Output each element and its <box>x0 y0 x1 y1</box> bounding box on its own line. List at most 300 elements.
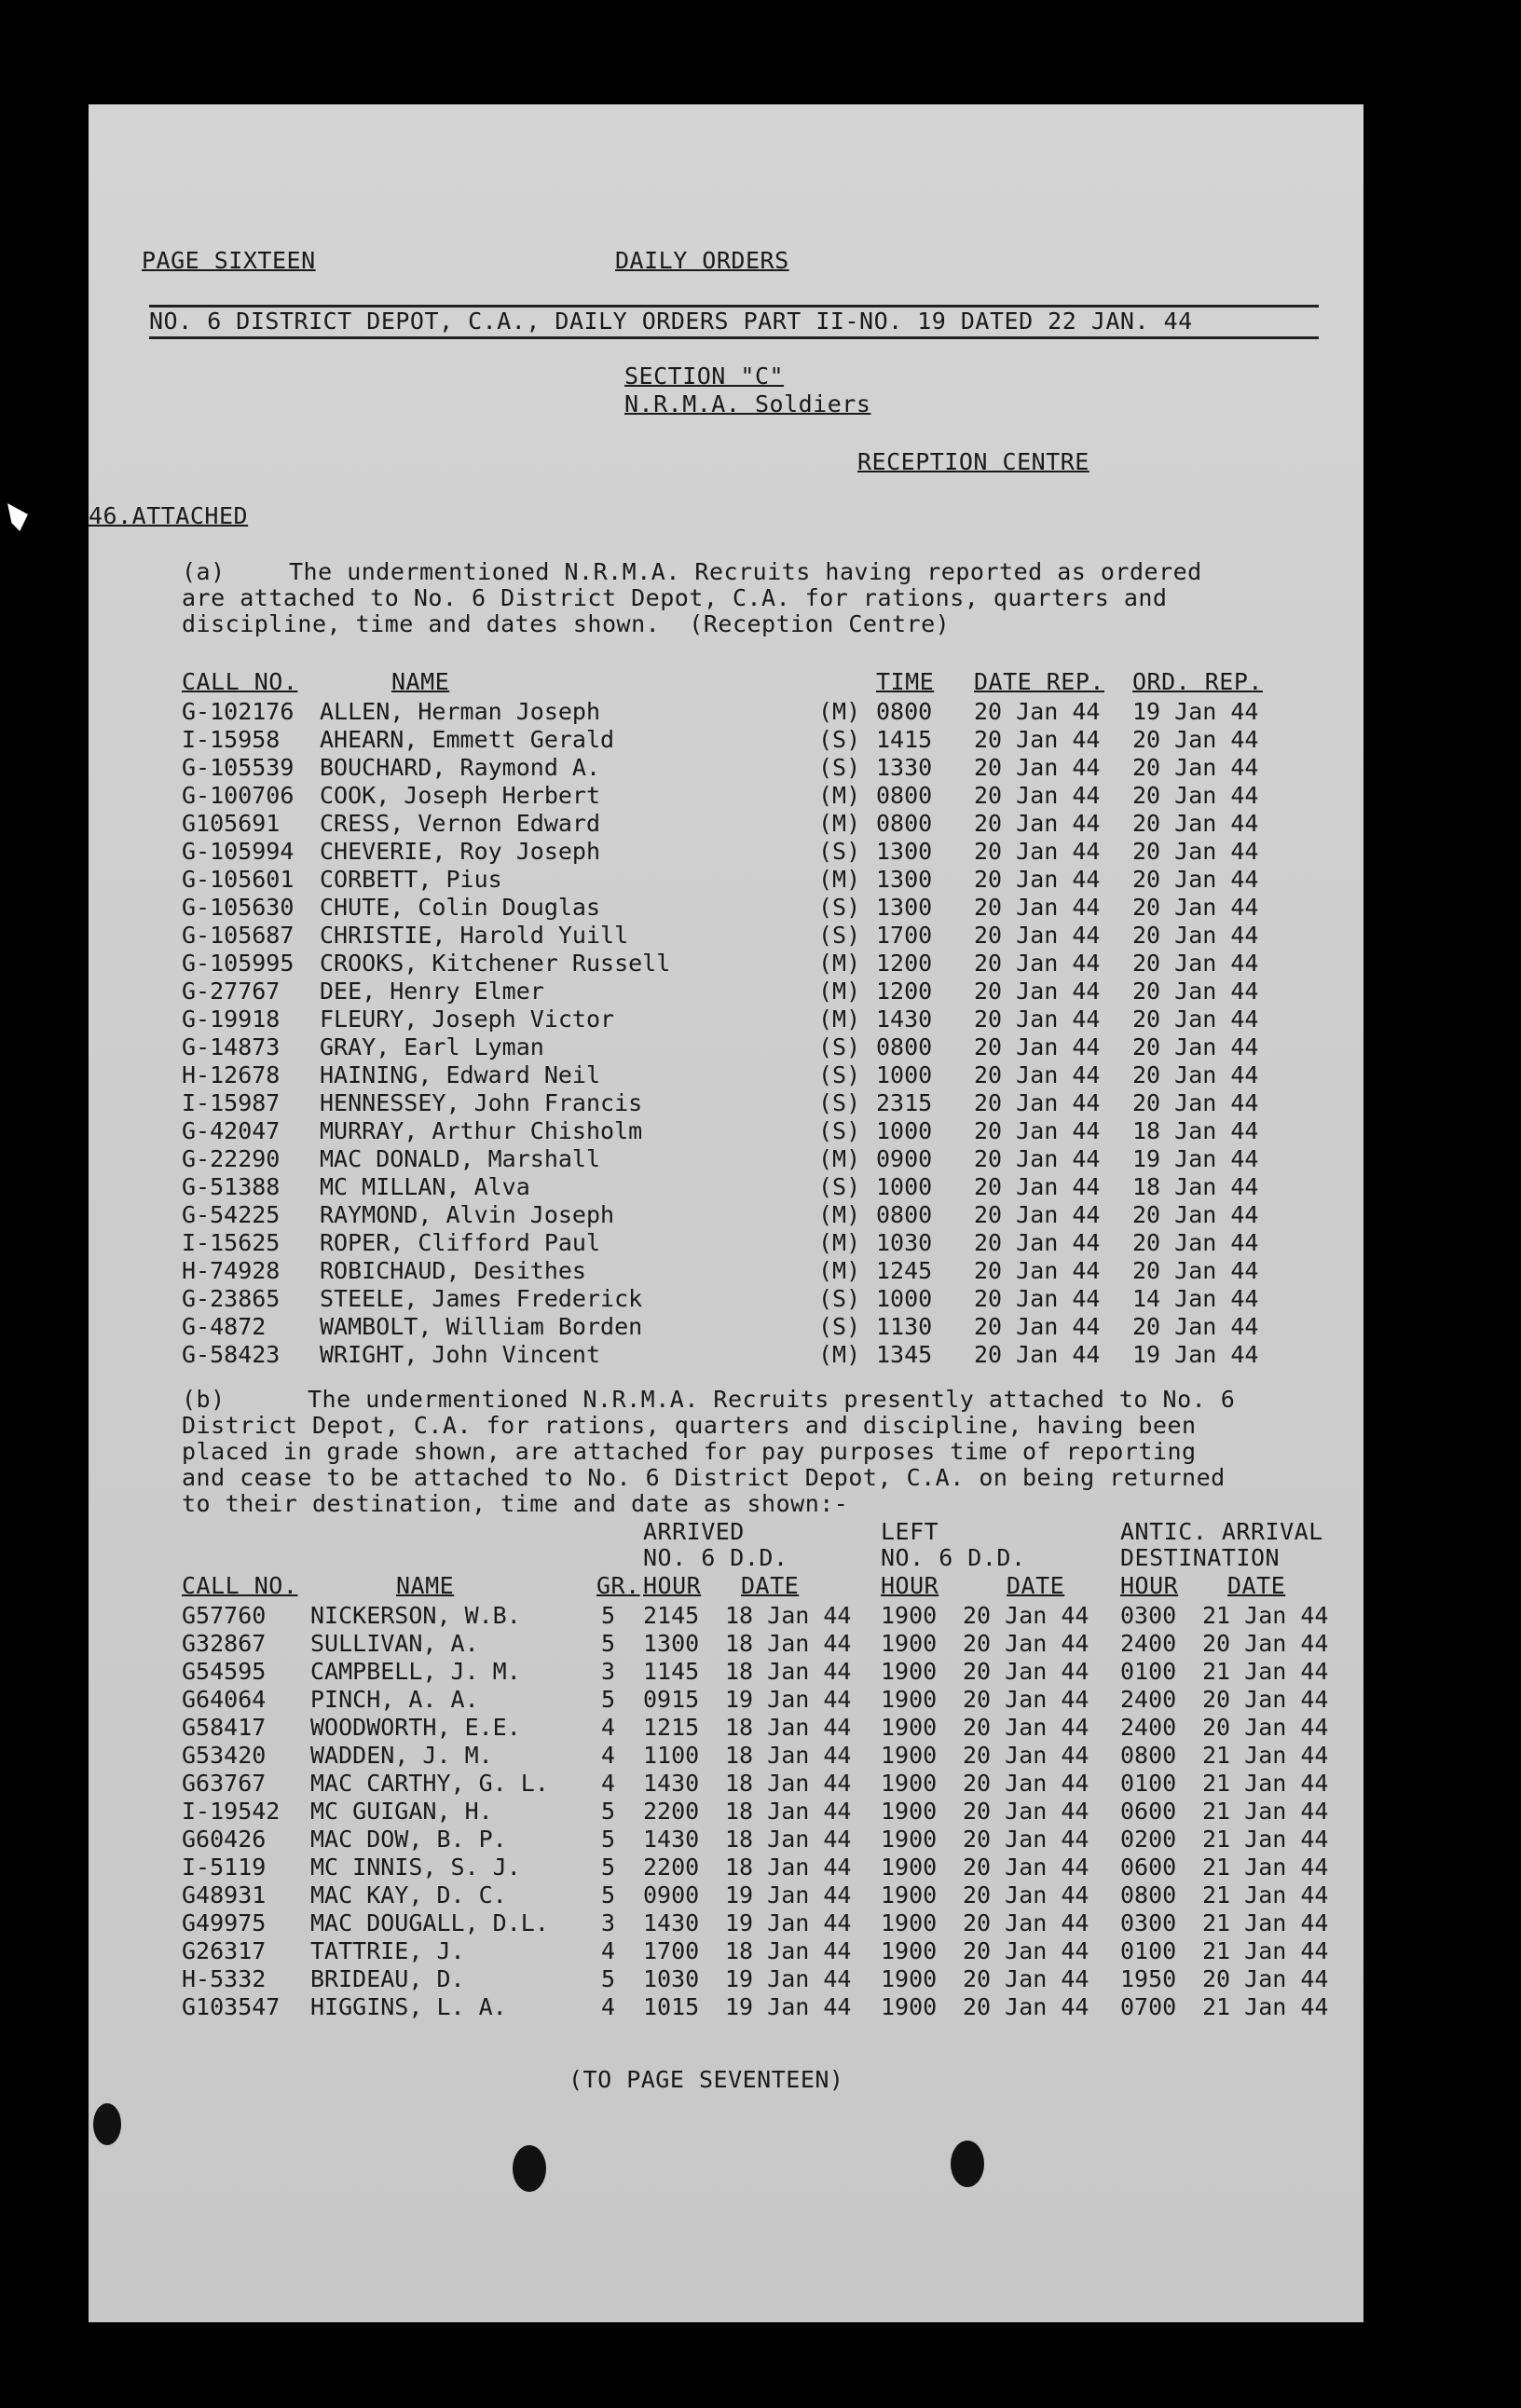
table-row <box>89 782 1363 810</box>
cell-left-date: 20 Jan 44 <box>963 1965 1089 1992</box>
cell-call: G103547 <box>182 1993 281 2020</box>
cell-left-hour: 1900 <box>881 1909 938 1936</box>
cell-time: 1430 <box>876 1006 933 1033</box>
item-b-intro-1: The undermentioned N.R.M.A. Recruits presently attached to No. 6 <box>308 1386 1236 1413</box>
cell-call: G63767 <box>182 1770 267 1797</box>
cell-call: G32867 <box>182 1630 267 1657</box>
cell-dest-hour: 2400 <box>1120 1630 1177 1657</box>
cell-arr-hour: 1215 <box>643 1714 700 1741</box>
cell-ord-rep: 20 Jan 44 <box>1132 1061 1259 1088</box>
cell-name: BRIDEAU, D. <box>310 1965 465 1992</box>
table-row <box>89 950 1363 978</box>
cell-ord-rep: 20 Jan 44 <box>1132 866 1259 893</box>
cell-call: I-19542 <box>182 1798 281 1825</box>
cell-ord-rep: 14 Jan 44 <box>1132 1285 1259 1312</box>
cell-name: HENNESSEY, John Francis <box>320 1089 643 1116</box>
cell-dest-hour: 0100 <box>1120 1937 1177 1964</box>
cell-left-date: 20 Jan 44 <box>963 1937 1089 1964</box>
cell-cls: (S) <box>818 1089 861 1116</box>
cell-gr: 3 <box>601 1658 616 1685</box>
table-row <box>89 1630 1363 1658</box>
cell-name: TATTRIE, J. <box>310 1937 465 1964</box>
cell-name: AHEARN, Emmett Gerald <box>320 726 615 753</box>
table-row <box>89 1993 1363 2021</box>
table-row <box>89 1798 1363 1826</box>
cell-time: 1000 <box>876 1061 933 1088</box>
cell-time: 1000 <box>876 1285 933 1312</box>
cell-cls: (M) <box>818 1145 861 1172</box>
cell-left-date: 20 Jan 44 <box>963 1686 1089 1713</box>
cell-time: 1130 <box>876 1313 933 1340</box>
cell-arr-date: 18 Jan 44 <box>725 1742 852 1769</box>
table-row <box>89 1909 1363 1937</box>
section-heading: SECTION "C" <box>624 363 785 390</box>
cell-dest-hour: 0100 <box>1120 1658 1177 1685</box>
cell-ord-rep: 18 Jan 44 <box>1132 1117 1259 1144</box>
cell-date-rep: 20 Jan 44 <box>974 1313 1101 1340</box>
cell-dest-date: 21 Jan 44 <box>1202 1742 1329 1769</box>
cell-cls: (M) <box>818 810 861 837</box>
table-row <box>89 1686 1363 1714</box>
cell-time: 1030 <box>876 1229 933 1256</box>
table-row <box>89 838 1363 866</box>
cell-left-date: 20 Jan 44 <box>963 1658 1089 1685</box>
cell-arr-hour: 1700 <box>643 1937 700 1964</box>
col-header-arr-date: DATE <box>741 1572 800 1599</box>
cell-name: MAC DOUGALL, D.L. <box>310 1909 549 1936</box>
item-a-label: (a) <box>182 558 226 585</box>
cell-left-date: 20 Jan 44 <box>963 1770 1089 1797</box>
cell-name: MURRAY, Arthur Chisholm <box>320 1117 643 1144</box>
cell-gr: 3 <box>601 1909 616 1936</box>
cell-dest-hour: 0100 <box>1120 1770 1177 1797</box>
cell-dest-hour: 0300 <box>1120 1602 1177 1629</box>
cell-arr-date: 19 Jan 44 <box>725 1965 852 1992</box>
table-row <box>89 1602 1363 1630</box>
cell-arr-hour: 1145 <box>643 1658 700 1685</box>
cell-time: 1200 <box>876 950 933 977</box>
cell-dest-date: 21 Jan 44 <box>1202 1658 1329 1685</box>
cell-date-rep: 20 Jan 44 <box>974 1117 1101 1144</box>
cell-name: CORBETT, Pius <box>320 866 502 893</box>
cell-arr-date: 18 Jan 44 <box>725 1602 852 1629</box>
cell-arr-hour: 2200 <box>643 1798 700 1825</box>
cell-time: 1330 <box>876 754 933 781</box>
cell-arr-hour: 1430 <box>643 1909 700 1936</box>
cell-gr: 5 <box>601 1854 616 1881</box>
cell-call: G-19918 <box>182 1006 281 1033</box>
cell-left-hour: 1900 <box>881 1742 938 1769</box>
col-header-dest-date: DATE <box>1227 1572 1286 1599</box>
item-b-intro-3: placed in grade shown, are attached for pay purposes time of reporting <box>182 1438 1197 1465</box>
table-row <box>89 1937 1363 1965</box>
cell-name: ROBICHAUD, Desithes <box>320 1257 586 1284</box>
cell-date-rep: 20 Jan 44 <box>974 1285 1101 1312</box>
cell-call: G-23865 <box>182 1285 281 1312</box>
cell-name: FLEURY, Joseph Victor <box>320 1006 615 1033</box>
cell-date-rep: 20 Jan 44 <box>974 810 1101 837</box>
punch-hole-right <box>951 2141 984 2187</box>
cell-cls: (M) <box>818 698 861 725</box>
cell-arr-hour: 1030 <box>643 1965 700 1992</box>
cell-cls: (M) <box>818 978 861 1005</box>
cell-arr-hour: 1100 <box>643 1742 700 1769</box>
cell-time: 1300 <box>876 894 933 921</box>
cell-cls: (S) <box>818 1285 861 1312</box>
cell-ord-rep: 20 Jan 44 <box>1132 1033 1259 1060</box>
cell-cls: (S) <box>818 1033 861 1060</box>
cell-ord-rep: 20 Jan 44 <box>1132 754 1259 781</box>
arrived-header: ARRIVED <box>643 1518 745 1545</box>
cell-cls: (M) <box>818 1341 861 1368</box>
cell-cls: (M) <box>818 782 861 809</box>
cell-cls: (S) <box>818 1061 861 1088</box>
punch-hole-center <box>513 2145 546 2192</box>
col-header-call: CALL NO. <box>182 668 298 695</box>
cell-dest-date: 21 Jan 44 <box>1202 1770 1329 1797</box>
cell-call: G-42047 <box>182 1117 281 1144</box>
cell-dest-date: 20 Jan 44 <box>1202 1630 1329 1657</box>
cell-gr: 5 <box>601 1630 616 1657</box>
table-row <box>89 1061 1363 1089</box>
cell-arr-hour: 1430 <box>643 1770 700 1797</box>
cell-gr: 5 <box>601 1965 616 1992</box>
cell-cls: (M) <box>818 1201 861 1228</box>
cell-cls: (M) <box>818 1257 861 1284</box>
cell-name: CHRISTIE, Harold Yuill <box>320 922 629 949</box>
table-row <box>89 1285 1363 1313</box>
table-row <box>89 1658 1363 1686</box>
cell-call: G-105539 <box>182 754 295 781</box>
cell-ord-rep: 20 Jan 44 <box>1132 782 1259 809</box>
cell-arr-hour: 1015 <box>643 1993 700 2020</box>
cell-dest-hour: 0600 <box>1120 1854 1177 1881</box>
cell-gr: 5 <box>601 1602 616 1629</box>
table-row <box>89 1742 1363 1770</box>
table-row <box>89 1313 1363 1341</box>
page-label: PAGE SIXTEEN <box>142 247 316 274</box>
cell-date-rep: 20 Jan 44 <box>974 950 1101 977</box>
cell-call: G58417 <box>182 1714 267 1741</box>
table-row <box>89 726 1363 754</box>
cell-gr: 4 <box>601 1937 616 1964</box>
item-a-intro-2: are attached to No. 6 District Depot, C.A. for rations, quarters and <box>182 584 1168 611</box>
cell-call: G53420 <box>182 1742 267 1769</box>
cell-date-rep: 20 Jan 44 <box>974 1201 1101 1228</box>
table-row <box>89 978 1363 1006</box>
cell-date-rep: 20 Jan 44 <box>974 1229 1101 1256</box>
item-b-label: (b) <box>182 1386 226 1413</box>
cell-date-rep: 20 Jan 44 <box>974 922 1101 949</box>
cell-cls: (M) <box>818 866 861 893</box>
cell-name: ROPER, Clifford Paul <box>320 1229 601 1256</box>
cell-cls: (S) <box>818 894 861 921</box>
cell-call: G49975 <box>182 1909 267 1936</box>
cell-call: G48931 <box>182 1881 267 1909</box>
cell-ord-rep: 20 Jan 44 <box>1132 1006 1259 1033</box>
item-b-intro-4: and cease to be attached to No. 6 District Depot, C.A. on being returned <box>182 1464 1226 1491</box>
cell-name: NICKERSON, W.B. <box>310 1602 521 1629</box>
cell-name: MC INNIS, S. J. <box>310 1854 521 1881</box>
cell-arr-date: 19 Jan 44 <box>725 1909 852 1936</box>
cell-name: MC MILLAN, Alva <box>320 1173 530 1200</box>
cell-name: HAINING, Edward Neil <box>320 1061 601 1088</box>
cell-date-rep: 20 Jan 44 <box>974 782 1101 809</box>
cell-time: 1415 <box>876 726 933 753</box>
cell-time: 1245 <box>876 1257 933 1284</box>
cell-arr-date: 19 Jan 44 <box>725 1686 852 1713</box>
table-row <box>89 1257 1363 1285</box>
cell-dest-date: 21 Jan 44 <box>1202 1909 1329 1936</box>
cell-dest-date: 21 Jan 44 <box>1202 1881 1329 1909</box>
table-row <box>89 1006 1363 1033</box>
cell-name: WOODWORTH, E.E. <box>310 1714 521 1741</box>
table-row <box>89 894 1363 922</box>
cell-call: G-58423 <box>182 1341 281 1368</box>
cell-call: G-22290 <box>182 1145 281 1172</box>
banner-rule-bottom <box>149 336 1319 339</box>
cell-call: I-15958 <box>182 726 281 753</box>
cell-left-hour: 1900 <box>881 1602 938 1629</box>
table-row <box>89 1341 1363 1369</box>
document-page <box>89 104 1363 2322</box>
cell-date-rep: 20 Jan 44 <box>974 838 1101 865</box>
cell-ord-rep: 20 Jan 44 <box>1132 810 1259 837</box>
col-header-time: TIME <box>876 668 935 695</box>
cell-time: 1000 <box>876 1117 933 1144</box>
cell-gr: 4 <box>601 1993 616 2020</box>
cell-left-hour: 1900 <box>881 1658 938 1685</box>
cell-arr-date: 19 Jan 44 <box>725 1881 852 1909</box>
cell-call: G-105630 <box>182 894 295 921</box>
cell-name: HIGGINS, L. A. <box>310 1993 507 2020</box>
cell-left-hour: 1900 <box>881 1798 938 1825</box>
cell-gr: 4 <box>601 1742 616 1769</box>
item-heading: 46.ATTACHED <box>89 502 249 529</box>
cell-cls: (S) <box>818 922 861 949</box>
cell-arr-date: 18 Jan 44 <box>725 1937 852 1964</box>
cell-dest-hour: 2400 <box>1120 1714 1177 1741</box>
cell-ord-rep: 20 Jan 44 <box>1132 978 1259 1005</box>
cell-date-rep: 20 Jan 44 <box>974 866 1101 893</box>
cell-ord-rep: 20 Jan 44 <box>1132 838 1259 865</box>
edge-mark <box>7 503 28 531</box>
antic-subheader: DESTINATION <box>1120 1544 1281 1571</box>
cell-call: G-14873 <box>182 1033 281 1060</box>
cell-gr: 4 <box>601 1770 616 1797</box>
cell-arr-date: 18 Jan 44 <box>725 1714 852 1741</box>
left-subheader: NO. 6 D.D. <box>881 1544 1026 1571</box>
cell-call: I-5119 <box>182 1854 267 1881</box>
cell-cls: (M) <box>818 1006 861 1033</box>
cell-call: G-105994 <box>182 838 295 865</box>
centre-heading: RECEPTION CENTRE <box>857 448 1089 475</box>
cell-call: G-27767 <box>182 978 281 1005</box>
col-header-dest-hour: HOUR <box>1120 1572 1179 1599</box>
banner: NO. 6 DISTRICT DEPOT, C.A., DAILY ORDERS PART II-NO. 19 DATED 22 JAN. 44 <box>149 308 1193 335</box>
cell-call: G-102176 <box>182 698 295 725</box>
cell-call: I-15987 <box>182 1089 281 1116</box>
cell-call: G-105687 <box>182 922 295 949</box>
cell-call: H-5332 <box>182 1965 267 1992</box>
cell-left-date: 20 Jan 44 <box>963 1826 1089 1853</box>
cell-dest-date: 20 Jan 44 <box>1202 1686 1329 1713</box>
table-row <box>89 1117 1363 1145</box>
cell-date-rep: 20 Jan 44 <box>974 1006 1101 1033</box>
cell-name: MAC CARTHY, G. L. <box>310 1770 549 1797</box>
item-b-intro-2: District Depot, C.A. for rations, quarters and discipline, having been <box>182 1412 1197 1439</box>
cell-ord-rep: 20 Jan 44 <box>1132 1313 1259 1340</box>
cell-date-rep: 20 Jan 44 <box>974 698 1101 725</box>
table-row <box>89 1145 1363 1173</box>
table-row <box>89 866 1363 894</box>
cell-ord-rep: 19 Jan 44 <box>1132 1145 1259 1172</box>
table-row <box>89 1173 1363 1201</box>
cell-arr-date: 18 Jan 44 <box>725 1630 852 1657</box>
cell-cls: (S) <box>818 1173 861 1200</box>
cell-arr-hour: 0915 <box>643 1686 700 1713</box>
cell-call: G-4872 <box>182 1313 267 1340</box>
table-row <box>89 1229 1363 1257</box>
cell-ord-rep: 19 Jan 44 <box>1132 698 1259 725</box>
cell-dest-date: 21 Jan 44 <box>1202 1854 1329 1881</box>
table-row <box>89 922 1363 950</box>
cell-arr-hour: 2145 <box>643 1602 700 1629</box>
cell-name: BOUCHARD, Raymond A. <box>320 754 601 781</box>
cell-date-rep: 20 Jan 44 <box>974 1061 1101 1088</box>
cell-name: RAYMOND, Alvin Joseph <box>320 1201 615 1228</box>
cell-dest-hour: 0300 <box>1120 1909 1177 1936</box>
cell-dest-date: 21 Jan 44 <box>1202 1798 1329 1825</box>
cell-left-hour: 1900 <box>881 1854 938 1881</box>
cell-dest-date: 21 Jan 44 <box>1202 1993 1329 2020</box>
cell-arr-date: 18 Jan 44 <box>725 1826 852 1853</box>
cell-cls: (S) <box>818 1117 861 1144</box>
table-row <box>89 754 1363 782</box>
cell-ord-rep: 20 Jan 44 <box>1132 1257 1259 1284</box>
cell-name: CROOKS, Kitchener Russell <box>320 950 671 977</box>
cell-dest-date: 21 Jan 44 <box>1202 1602 1329 1629</box>
cell-time: 2315 <box>876 1089 933 1116</box>
cell-cls: (S) <box>818 1313 861 1340</box>
cell-left-date: 20 Jan 44 <box>963 1602 1089 1629</box>
item-b-intro-5: to their destination, time and date as shown:- <box>182 1490 849 1517</box>
cell-ord-rep: 19 Jan 44 <box>1132 1341 1259 1368</box>
cell-call: G-54225 <box>182 1201 281 1228</box>
cell-arr-hour: 1430 <box>643 1826 700 1853</box>
page-title: DAILY ORDERS <box>615 247 789 274</box>
cell-ord-rep: 20 Jan 44 <box>1132 1201 1259 1228</box>
cell-cls: (S) <box>818 838 861 865</box>
cell-left-hour: 1900 <box>881 1937 938 1964</box>
cell-left-hour: 1900 <box>881 1993 938 2020</box>
cell-name: MAC KAY, D. C. <box>310 1881 507 1909</box>
table-row <box>89 1854 1363 1881</box>
cell-ord-rep: 20 Jan 44 <box>1132 1089 1259 1116</box>
cell-dest-hour: 1950 <box>1120 1965 1177 1992</box>
cell-call: I-15625 <box>182 1229 281 1256</box>
cell-left-hour: 1900 <box>881 1965 938 1992</box>
cell-dest-date: 21 Jan 44 <box>1202 1826 1329 1853</box>
item-a-intro-3: discipline, time and dates shown. (Reception Centre) <box>182 610 951 637</box>
cell-date-rep: 20 Jan 44 <box>974 1341 1101 1368</box>
cell-call: H-74928 <box>182 1257 281 1284</box>
cell-ord-rep: 18 Jan 44 <box>1132 1173 1259 1200</box>
item-a-intro-1: The undermentioned N.R.M.A. Recruits having reported as ordered <box>289 558 1202 585</box>
cell-left-date: 20 Jan 44 <box>963 1881 1089 1909</box>
cell-left-date: 20 Jan 44 <box>963 1798 1089 1825</box>
arrived-subheader: NO. 6 D.D. <box>643 1544 788 1571</box>
continued-note: (TO PAGE SEVENTEEN) <box>569 2066 844 2093</box>
cell-left-hour: 1900 <box>881 1826 938 1853</box>
cell-left-hour: 1900 <box>881 1630 938 1657</box>
cell-ord-rep: 20 Jan 44 <box>1132 1229 1259 1256</box>
col-header-left-hour: HOUR <box>881 1572 939 1599</box>
cell-cls: (S) <box>818 754 861 781</box>
cell-dest-date: 21 Jan 44 <box>1202 1937 1329 1964</box>
cell-dest-date: 20 Jan 44 <box>1202 1965 1329 1992</box>
cell-left-date: 20 Jan 44 <box>963 1630 1089 1657</box>
cell-arr-date: 18 Jan 44 <box>725 1770 852 1797</box>
col-header-name: NAME <box>391 668 450 695</box>
cell-ord-rep: 20 Jan 44 <box>1132 894 1259 921</box>
table-row <box>89 1714 1363 1742</box>
punch-hole-left <box>93 2103 121 2145</box>
cell-name: SULLIVAN, A. <box>310 1630 479 1657</box>
col-header-date-rep: DATE REP. <box>974 668 1104 695</box>
cell-time: 1700 <box>876 922 933 949</box>
cell-call: G105691 <box>182 810 281 837</box>
cell-call: G54595 <box>182 1658 267 1685</box>
cell-gr: 5 <box>601 1826 616 1853</box>
cell-left-date: 20 Jan 44 <box>963 1993 1089 2020</box>
cell-name: WAMBOLT, William Borden <box>320 1313 643 1340</box>
cell-arr-hour: 0900 <box>643 1881 700 1909</box>
cell-date-rep: 20 Jan 44 <box>974 1145 1101 1172</box>
cell-call: G26317 <box>182 1937 267 1964</box>
cell-ord-rep: 20 Jan 44 <box>1132 922 1259 949</box>
cell-cls: (M) <box>818 1229 861 1256</box>
table-row <box>89 1826 1363 1854</box>
cell-date-rep: 20 Jan 44 <box>974 978 1101 1005</box>
cell-time: 1300 <box>876 866 933 893</box>
cell-call: G-105601 <box>182 866 295 893</box>
table-row <box>89 698 1363 726</box>
cell-arr-date: 19 Jan 44 <box>725 1993 852 2020</box>
cell-name: CHEVERIE, Roy Joseph <box>320 838 601 865</box>
table-row <box>89 1201 1363 1229</box>
cell-date-rep: 20 Jan 44 <box>974 1033 1101 1060</box>
cell-name: COOK, Joseph Herbert <box>320 782 601 809</box>
cell-call: G-51388 <box>182 1173 281 1200</box>
table-row <box>89 810 1363 838</box>
cell-name: MC GUIGAN, H. <box>310 1798 493 1825</box>
cell-call: G57760 <box>182 1602 267 1629</box>
cell-name: WADDEN, J. M. <box>310 1742 493 1769</box>
cell-time: 0800 <box>876 782 933 809</box>
table-row <box>89 1089 1363 1117</box>
cell-gr: 5 <box>601 1686 616 1713</box>
cell-call: G-105995 <box>182 950 295 977</box>
subsection-heading: N.R.M.A. Soldiers <box>624 390 871 417</box>
cell-arr-date: 18 Jan 44 <box>725 1854 852 1881</box>
cell-date-rep: 20 Jan 44 <box>974 894 1101 921</box>
cell-time: 1200 <box>876 978 933 1005</box>
cell-left-date: 20 Jan 44 <box>963 1854 1089 1881</box>
cell-name: ALLEN, Herman Joseph <box>320 698 601 725</box>
cell-time: 0800 <box>876 810 933 837</box>
cell-time: 1345 <box>876 1341 933 1368</box>
